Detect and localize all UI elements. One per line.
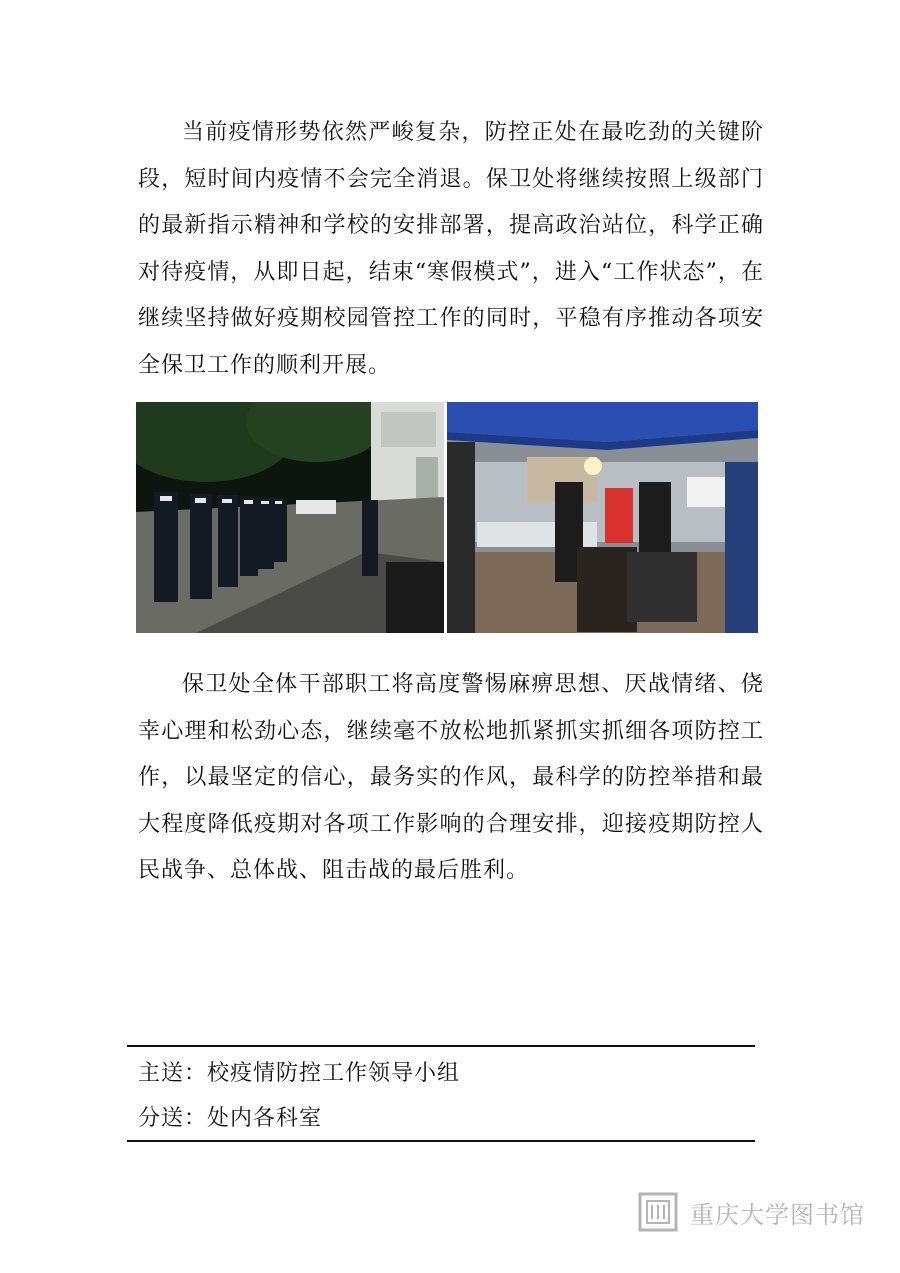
photo-night-lineup xyxy=(136,402,444,633)
top-divider xyxy=(127,1045,755,1047)
library-watermark xyxy=(638,1192,865,1232)
watermark-text: 重庆大学图书馆 xyxy=(690,1200,865,1229)
bottom-divider xyxy=(127,1140,755,1142)
body-paragraph-1: 当前疫情形势依然严峻复杂，防控正处在最吃劲的关键阶段，短时间内疫情不会完全消退。保卫处将继续按照上级部门的最新指示精神和学校的安排部署，提高政治站位，科学正确对待疫情，从即日起，结束“寒假模式”，进入“工作状态”，在继续坚持做好疫期校园管控工作的同时，平稳有序推动各项安全保卫工作的顺利开展。 xyxy=(138,120,764,378)
photo-checkpoint-tent xyxy=(447,402,758,633)
copy-to-line: 分送：处内各科室 xyxy=(138,1106,323,1131)
library-emblem-icon xyxy=(638,1192,678,1232)
send-to-line: 主送：校疫情防控工作领导小组 xyxy=(138,1061,461,1086)
body-paragraph-2: 保卫处全体干部职工将高度警惕麻痹思想、厌战情绪、侥幸心理和松劲心态，继续毫不放松地抓紧抓实抓细各项防控工作，以最坚定的信心，最务实的作风，最科学的防控举措和最大程度降低疫期对各项工作影响的合理安排，迎接疫期防控人民战争、总体战、阻击战的最后胜利。 xyxy=(138,672,764,884)
